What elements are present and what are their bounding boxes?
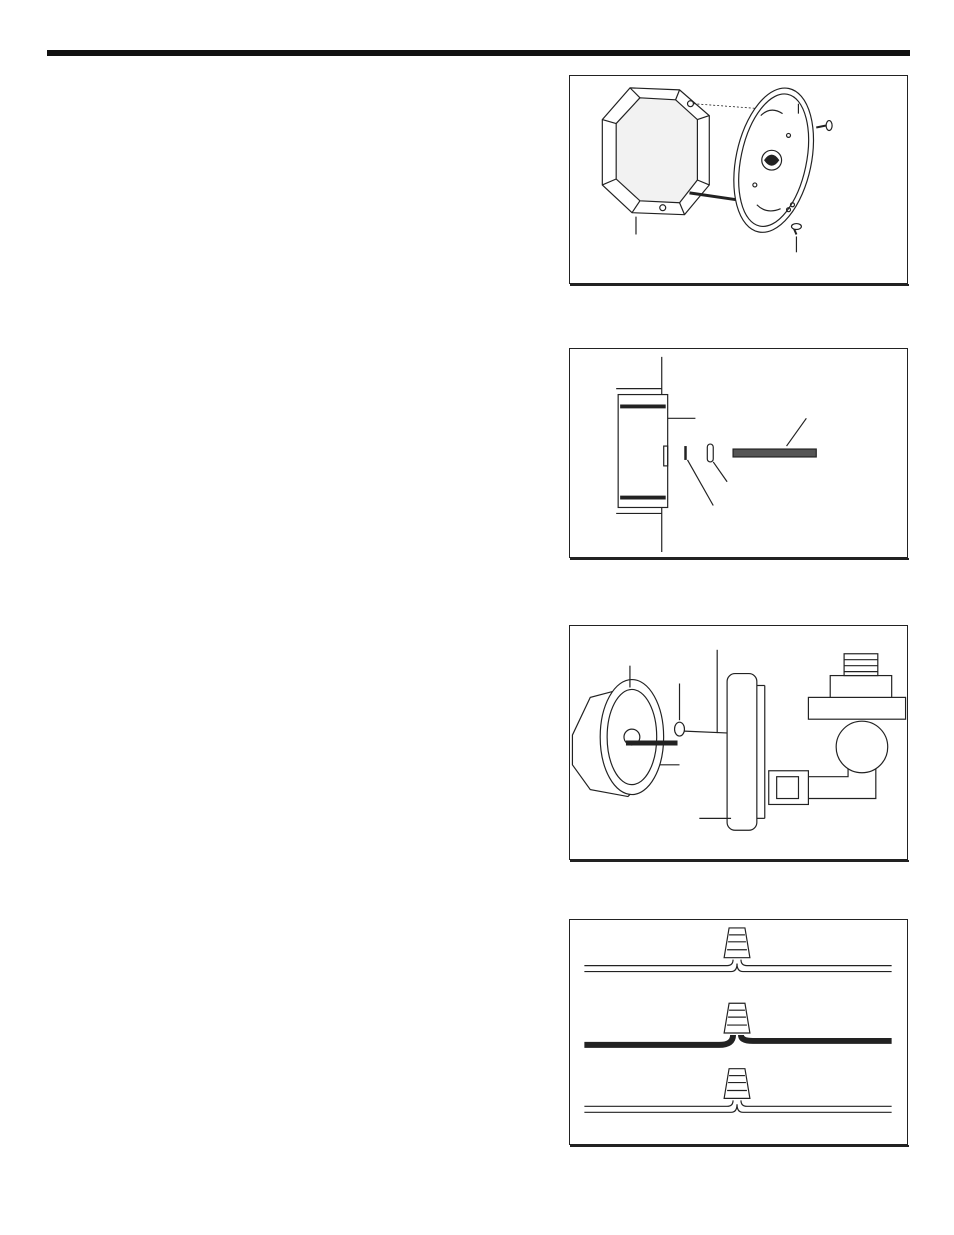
figure-fixture-mount — [569, 625, 908, 860]
threaded-pipe-illustration — [570, 349, 907, 557]
fixture-mount-illustration — [570, 626, 907, 859]
figure-mounting-plate — [569, 75, 908, 284]
figure-wire-connections — [569, 919, 908, 1145]
wire-connections-illustration — [570, 920, 907, 1144]
mounting-plate-illustration — [570, 76, 907, 283]
top-rule — [47, 50, 910, 56]
figure-threaded-pipe — [569, 348, 908, 558]
